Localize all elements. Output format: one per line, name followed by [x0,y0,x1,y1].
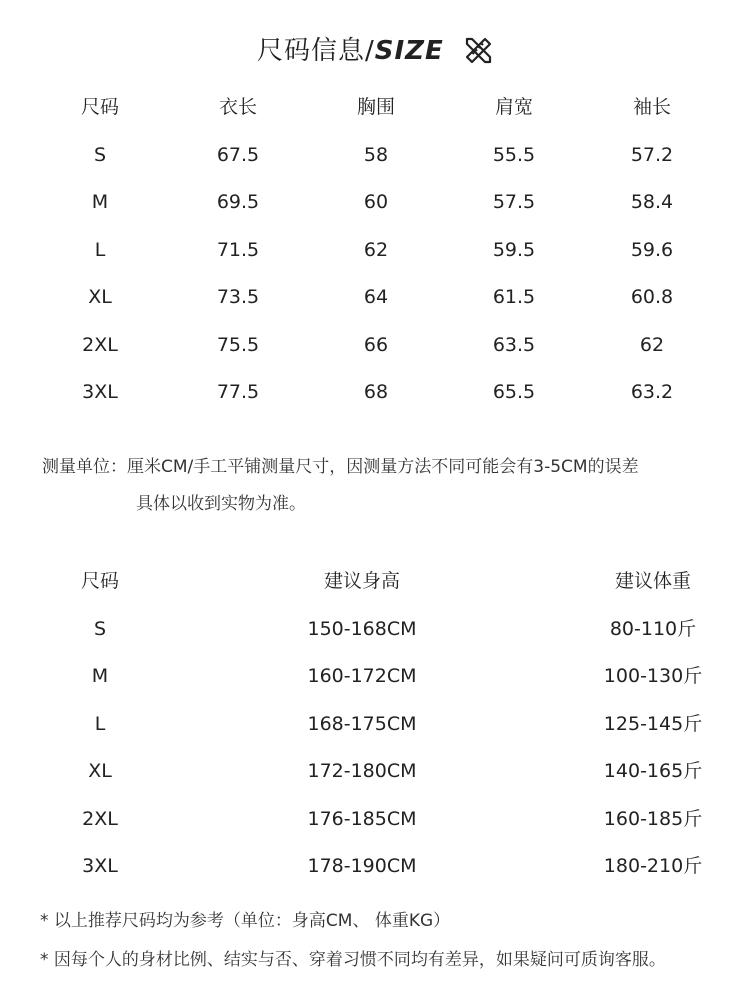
table-row [0,748,750,796]
header-weight: 建议体重 [614,570,692,592]
page-title [0,30,750,72]
measure-table [0,84,750,417]
cell-height: 168-175CM [307,712,417,735]
cell-size: XL [88,760,112,782]
table-row [0,179,750,227]
measurement-note-second-line: 具体以收到实物为准。 [136,494,306,514]
cell-height: 178-190CM [307,855,417,877]
title-english: SIZE [374,36,444,66]
cell-sleeve: 58.4 [630,191,674,213]
cell-chest: 66 [363,333,389,356]
cell-length: 73.5 [216,286,260,308]
cell-height: 172-180CM [307,760,417,782]
cell-sleeve: 59.6 [630,238,674,261]
table-header-row [0,84,750,132]
cell-length: 75.5 [216,333,260,356]
cell-length: 69.5 [216,191,260,213]
cell-weight: 80-110斤 [609,617,697,640]
table-header-row [0,558,750,606]
cell-shoulder: 61.5 [492,286,536,308]
cell-shoulder: 65.5 [492,381,536,403]
cell-weight: 140-165斤 [603,760,703,782]
header-shoulder: 肩宽 [494,96,534,118]
cell-chest: 58 [363,143,389,166]
table-row [0,843,750,891]
cell-height: 176-185CM [307,807,417,830]
header-sleeve: 袖长 [632,96,672,118]
header-size: 尺码 [80,96,120,118]
cell-size: M [91,665,109,687]
cell-sleeve: 62 [639,333,665,356]
header-chest: 胸围 [356,96,396,118]
table-row [0,227,750,275]
header-size: 尺码 [80,570,120,592]
cell-size: L [94,238,106,261]
cell-chest: 60 [363,191,389,213]
table-row [0,701,750,749]
cell-chest: 64 [363,286,389,308]
cell-weight: 100-130斤 [603,665,703,687]
cell-size: 3XL [82,855,118,877]
cell-length: 67.5 [216,143,260,166]
table-row [0,796,750,844]
cell-shoulder: 55.5 [492,143,536,166]
table-row [0,322,750,370]
cell-sleeve: 63.2 [630,381,674,403]
cell-chest: 68 [363,381,389,403]
cell-sleeve: 60.8 [630,286,674,308]
cell-size: 2XL [82,333,118,356]
cell-size: S [93,617,107,640]
cell-shoulder: 63.5 [492,333,536,356]
cell-size: S [93,143,107,166]
cell-size: 2XL [82,807,118,830]
cell-height: 160-172CM [307,665,417,687]
table-row [0,369,750,417]
cell-weight: 160-185斤 [603,807,703,830]
table-row [0,132,750,180]
header-length: 衣长 [218,96,258,118]
cell-length: 71.5 [216,238,260,261]
table-row [0,606,750,654]
cell-shoulder: 57.5 [492,191,536,213]
cell-chest: 62 [363,238,389,261]
header-height: 建议身高 [323,570,401,592]
measurement-note: 测量单位：厘米CM/手工平铺测量尺寸，因测量方法不同可能会有3-5CM的误差 [42,457,639,477]
cell-length: 77.5 [216,381,260,403]
cell-height: 150-168CM [307,617,417,640]
footnote-reference: * 以上推荐尺码均为参考（单位：身高CM、 体重KG） [40,911,451,931]
cell-size: XL [88,286,112,308]
cell-weight: 180-210斤 [603,855,703,877]
cell-weight: 125-145斤 [603,712,703,735]
cell-size: M [91,191,109,213]
footnote-variation: * 因每个人的身材比例、结实与否、穿着习惯不同均有差异，如果疑问可质询客服。 [40,950,666,970]
ruler-pencil-icon [463,35,493,72]
cell-sleeve: 57.2 [630,143,674,166]
recommend-table [0,558,750,891]
title-chinese: 尺码信息/ [256,36,375,66]
cell-size: 3XL [82,381,118,403]
table-row [0,653,750,701]
table-row [0,274,750,322]
cell-size: L [94,712,106,735]
cell-shoulder: 59.5 [492,238,536,261]
